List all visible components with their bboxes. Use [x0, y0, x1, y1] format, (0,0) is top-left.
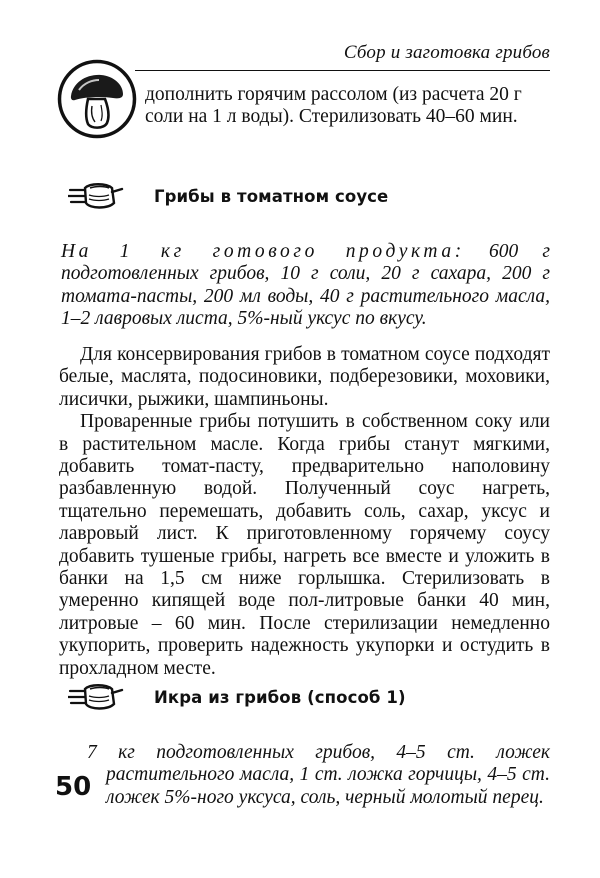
body-paragraph: Для консервирования грибов в томатном соусе подходят белые, маслята, подосиновики, подберезовики, моховики, лисички, рыжики, шампиньоны. [59, 344, 550, 410]
mushroom-emblem-icon [57, 59, 137, 139]
body-paragraph: Проваренные грибы потушить в собственном соку или в растительном масле. Когда грибы станут мягкими, добавить томат-пасту, предварительно наполовину разбавленную водой. Полученный соус нагреть, тщательно перемешать, добавить соль, сахар, уксус и лавровый лист. К приготовленному горячему соусу добавить тушеные грибы, нагреть все вместе и уложить в банки на 1,5 см ниже горлышка. Стерилизовать в умеренно кипящей воде пол-литровые банки 40 мин, литровые – 60 мин. После стерилизации немедленно укупорить, проверить надежность укупорки и остудить в прохладном месте. [59, 411, 550, 679]
continuation-line: дополнить горячим рассолом (из расчета 20 г [145, 84, 522, 105]
recipe-title: Икра из грибов (способ 1) [154, 688, 406, 707]
cooking-pot-icon [68, 679, 124, 715]
ingredients-text: 7 кг подготовленных грибов, 4–5 ст. ложек растительного масла, 1 ст. ложка горчицы, 4–5 ст. ложек 5%-ного уксуса, соль, черный молотый перец. [87, 742, 550, 808]
ingredients-text [61, 241, 550, 331]
page-number: 50 [55, 772, 92, 802]
header-rule [135, 70, 550, 71]
recipe-title: Грибы в томатном соусе [154, 187, 389, 206]
continuation-text [145, 84, 551, 129]
ingredients-lead: На 1 кг готового продукта: [61, 241, 465, 262]
running-header: Сбор и заготовка грибов [343, 42, 550, 63]
cooking-pot-icon [68, 178, 124, 214]
ingredients-list: 600 г подготовленных грибов, 10 г соли, 20 г сахара, 200 г томата-пасты, 200 мл воды, 40 г растительного масла, 1–2 лавровых листа, 5%-ный уксус по вкусу. [61, 241, 550, 330]
recipe-method [59, 344, 550, 680]
continuation-line: соли на 1 л воды). Стерилизовать 40–60 мин. [145, 106, 518, 128]
